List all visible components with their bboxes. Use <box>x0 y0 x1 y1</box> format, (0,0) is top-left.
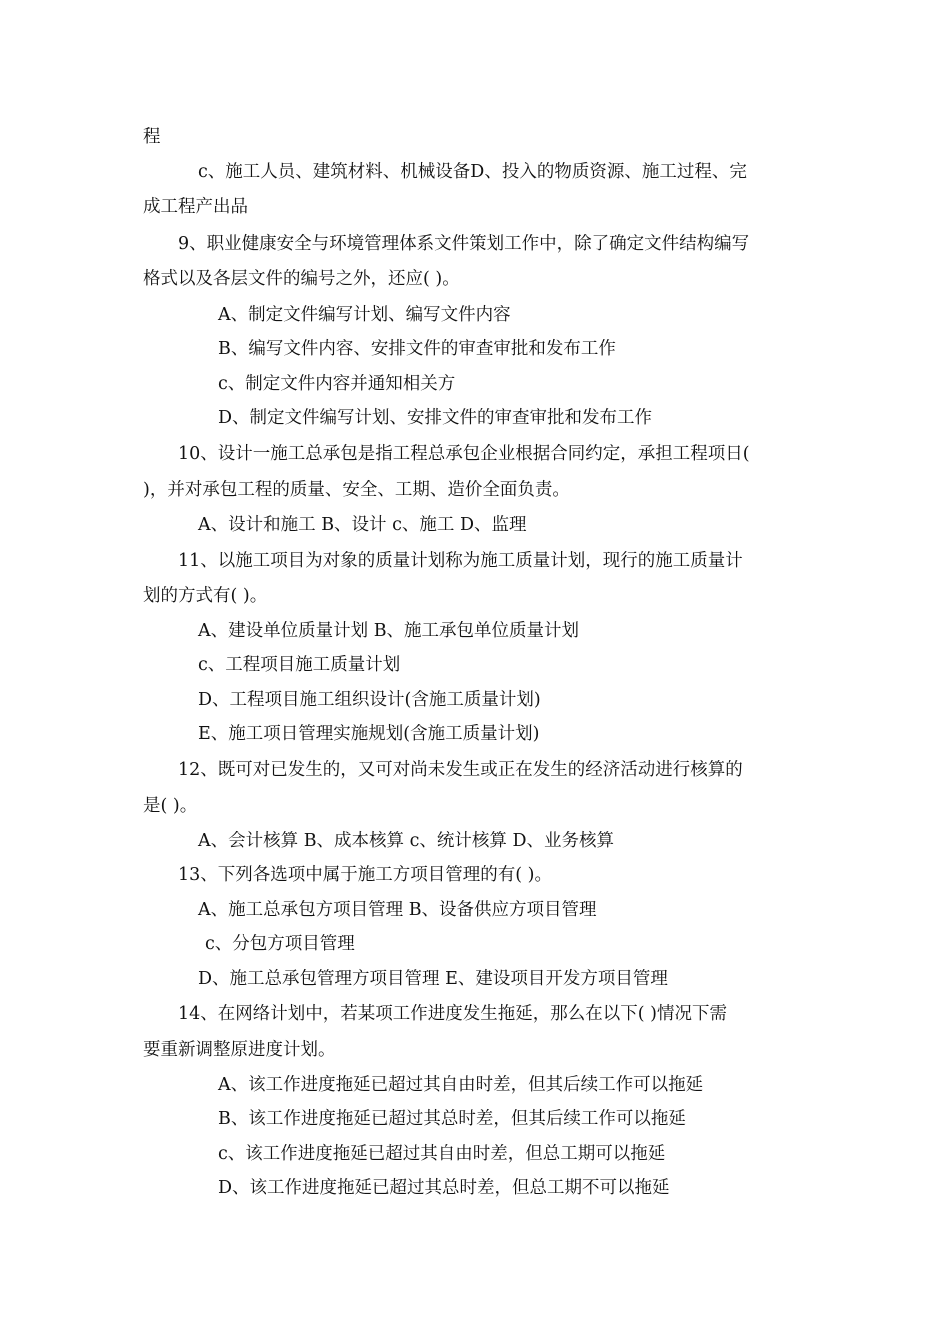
option-line: c、工程项目施工质量计划 <box>198 655 401 675</box>
text-line: 程 <box>143 127 161 147</box>
question-9: 9、职业健康安全与环境管理体系文件策划工作中，除了确定文件结构编写 <box>178 234 750 254</box>
option-line: D、该工作进度拖延已超过其总时差，但总工期不可以拖延 <box>218 1178 670 1198</box>
question-10: 10、设计一施工总承包是指工程总承包企业根据合同约定，承担工程项日( <box>178 444 750 464</box>
option-line: c、该工作进度拖延已超过其自由时差，但总工期可以拖延 <box>218 1144 666 1164</box>
option-line: A、该工作进度拖延已超过其自由时差，但其后续工作可以拖延 <box>218 1075 704 1095</box>
question-13: 13、下列各选项中属于施工方项目管理的有( )。 <box>178 865 552 885</box>
option-line: D、施工总承包管理方项目管理 E、建设项目开发方项目管理 <box>198 969 668 989</box>
option-line: A、施工总承包方项目管理 B、设备供应方项目管理 <box>198 900 597 920</box>
text-line: 是( )。 <box>143 796 198 816</box>
text-line: )，并对承包工程的质量、安全、工期、造价全面负责。 <box>143 480 570 500</box>
option-line: A、制定文件编写计划、编写文件内容 <box>218 305 511 325</box>
option-line: c、制定文件内容并通知相关方 <box>218 374 456 394</box>
text-line: 成工程产出品 <box>143 197 248 217</box>
question-12: 12、既可对已发生的，又可对尚未发生或正在发生的经济活动进行核算的 <box>178 760 743 780</box>
option-line: E、施工项日管理实施规划(含施工质量计划) <box>198 724 540 744</box>
option-line: A、会计核算 B、成本核算 c、统计核算 D、业务核算 <box>198 831 615 851</box>
option-line: D、制定文件编写计划、安排文件的审查审批和发布工作 <box>218 408 653 428</box>
text-line: c、施工人员、建筑材料、机械设备D、投入的物质资源、施工过程、完 <box>198 162 747 182</box>
text-line: 要重新调整原进度计划。 <box>143 1040 336 1060</box>
option-line: B、该工作进度拖延已超过其总时差，但其后续工作可以拖延 <box>218 1109 686 1129</box>
option-line: c、分包方项目管理 <box>205 934 355 954</box>
question-11: 11、以施工项目为对象的质量计划称为施工质量计划，现行的施工质量计 <box>178 551 743 571</box>
option-line: D、工程项目施工组织设计(含施工质量计划) <box>198 690 541 710</box>
option-line: A、设计和施工 B、设计 c、施工 D、监理 <box>198 515 527 535</box>
option-line: A、建设单位质量计划 B、施工承包单位质量计划 <box>198 621 580 641</box>
text-line: 格式以及各层文件的编号之外，还应( )。 <box>143 269 460 289</box>
text-line: 划的方式有( )。 <box>143 586 268 606</box>
question-14: 14、在网络计划中，若某项工作进度发生拖延，那么在以下( )情况下需 <box>178 1004 727 1024</box>
option-line: B、编写文件内容、安排文件的审查审批和发布工作 <box>218 339 616 359</box>
